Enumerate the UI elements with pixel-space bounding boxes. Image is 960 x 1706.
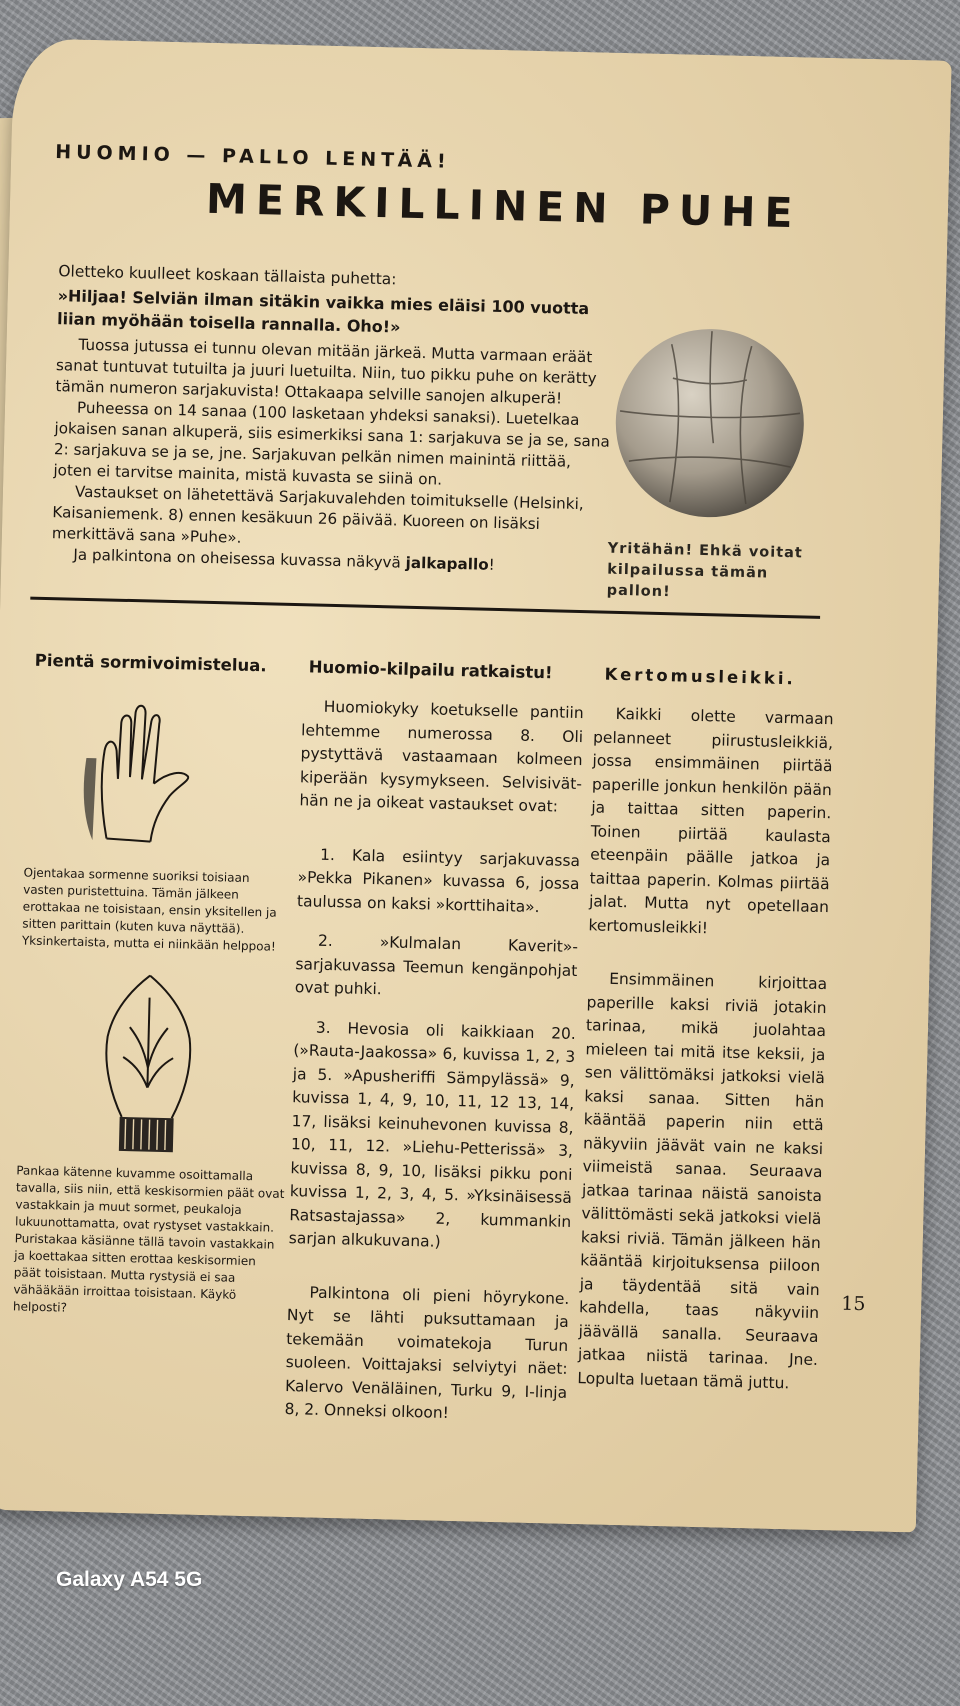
page-number: 15 [841,1292,866,1316]
intro-quote: »Hiljaa! Selviän ilman sitäkin vaikka mies eläisi 100 vuotta liian myöhään toisella rannalla. Oho!» [56,286,590,337]
col3-paragraph-1: Kaikki olette varmaan pelanneet piirustusleikkiä, jossa ensimmäinen piirtää paperille jonkun henkilön pään ja taittaa sitten paperin. Toinen piirtää kaulasta eteenpäin päälle jatkoa ja taittaa paperin. Kolmas piirtää jalat. Mutta nyt opetellaan kertomusleikki! [588,704,834,937]
col2-article [284,695,584,1444]
page-title: MERKILLINEN PUHE [205,174,803,238]
intro-article [51,261,618,579]
intro-question: Oletteko kuulleet koskaan tällaista puhetta: [58,262,397,289]
col3-title: Kertomusleikki. [604,664,796,689]
kicker-heading: HUOMIO — PALLO LENTÄÄ! [54,141,451,173]
ball-caption-line-1: Yritähän! Ehkä voitat [607,540,804,562]
intro-paragraph-1: Tuossa jutussa ei tunnu olevan mitään järkeä. Mutta varmaan eräät sanat tuntuvat tutuilta ja juuri luetuilta. Niin, tuo pikku puhe on kerätty tämän numeron sarjakuvista! Ottakaapa selville sanojen alkuperä! [55,335,597,408]
prize-end: ! [488,555,495,574]
col2-title: Huomio-kilpailu ratkaistu! [308,657,553,683]
clasped-hands-illustration [91,966,206,1159]
ball-caption [606,539,837,608]
intro-paragraph-2: Puheessa on 14 sanaa (100 lasketaan yhdeksi sanaksi). Luetelkaa jokaisen sanan alkuperä, siis esimerkiksi sana 1: sarjakuva se ja se, sana 2: sarjakuva se ja se, jne. Sarjakuvan pelkän nimen mainintä riittää, joten ei tarvitse mainita, mistä kuvasta se siinä on. [53,398,610,489]
camera-watermark: Galaxy A54 5G [56,1568,203,1591]
col3-paragraph-2: Ensimmäinen kirjoittaa paperille kaksi riviä jotakin tarinaa, mikä juolahtaa mieleen tai mitä itse keksii, ja sen välittömäksi jatkoksi vielä kaksi sanaa. Sitten hän kääntää paperin niin että näkyviin jäävät vain ne kaksi viimeistä sanaa. Seuraava jatkaa tarinaa näistä sanoista välittömästi sekä jatkoksi vielä kaksi riviä. Tämän jälkeen hän kääntää kirjoituksensa piiloon ja täydentää sitä vain kahdella, taas näkyviin jäävällä sanalla. Seuraava jatkaa niistä tarinaa. Jne. Lopulta luetaan tämä juttu. [577,969,828,1392]
col3-article [577,702,834,1412]
col2-paragraph-1: Huomiokyky koetukselle pantiin lehtemme numerossa 8. Oli pystyttävä vastaamaan kolmeen kiperään kysymykseen. Selvisiväthän ne ja oikeat vastaukset ovat: [299,697,584,816]
prize-word: jalkapallo [405,553,489,574]
col2-answer-3: 3. Hevosia oli kaikkiaan 20. (»Rauta-Jaakossa» 6, kuvissa 1, 2, 3 ja 5. »Apusheriffi Sämpylässä» 9, kuvissa 1, 4, 9, 10, 11, 12 13, 14, 17, lisäksi keinuhevonen kuvissa 8, 10, 11, 12. »Liehu-Petterissä» 3, kuvissa 8, 9, 10, lisäksi pikku poni kuvissa 1, 2, 3, 4, 5. »Yksinäisessä Ratsastajassa» 2, kummankin sarjan alkukuvana.) [288,1018,577,1251]
magazine-page [0,38,952,1532]
col2-answer-2: 2. »Kulmalan Kaverit»-sarjakuvassa Teemun kengänpohjat ovat puhki. [294,931,579,999]
intro-paragraph-3: Vastaukset on lähetettävä Sarjakuvalehden toimitukselle (Helsinki, Kaisaniemenk. 8) ennen kesäkuun 26 päivää. Kuoreen on lisäksi merkittävä sana »Puhe». [51,482,584,547]
prize-text: Ja palkintona on oheisessa kuvassa näkyvä [73,545,406,572]
col1-title: Pientä sormivoimistelua. [34,650,267,676]
open-hand-illustration [76,698,220,851]
col2-winner: Palkintona oli pieni höyrykone. Nyt se lähti puksuttamaan ja tekemään voimatekoja Turun suoleen. Voittajaksi selviytyi näet: Kalervo Venäläinen, Turku 9, I-linja 8, 2. Onneksi olkoon! [284,1283,570,1423]
finger-exercise-text-2: Pankaa kätenne kuvamme osoittamalla tavalla, siis niin, että keskisormien päät ovat vastakkain ja muut sormet, peukaloja lukuunottamatta, ovat rystyset vastakkain. Puristakaa käsiänne tällä tavoin vastakkain ja koettakaa sitten erottaa keskisormien päät toisistaan. Mutta rystysiä ei saa vähääkään irroittaa toisistaan. Käykö helposti? [12,1163,285,1315]
football-image [607,321,812,526]
ball-caption-line-2: kilpailussa tämän pallon! [606,561,769,601]
col2-answer-1: 1. Kala esiintyy sarjakuvassa »Pekka Pikanen» kuvassa 6, jossa taulussa on kaksi »korttihaita». [296,845,581,916]
finger-exercise-text-1: Ojentakaa sormenne suoriksi toisiaan vasten puristettuina. Tämän jälkeen erottakaa ne toisistaan, ensin yksitellen ja sitten parittain (kuten kuva näyttää). Yksinkertaista, mutta ei niinkään helppoa! [21,865,277,954]
